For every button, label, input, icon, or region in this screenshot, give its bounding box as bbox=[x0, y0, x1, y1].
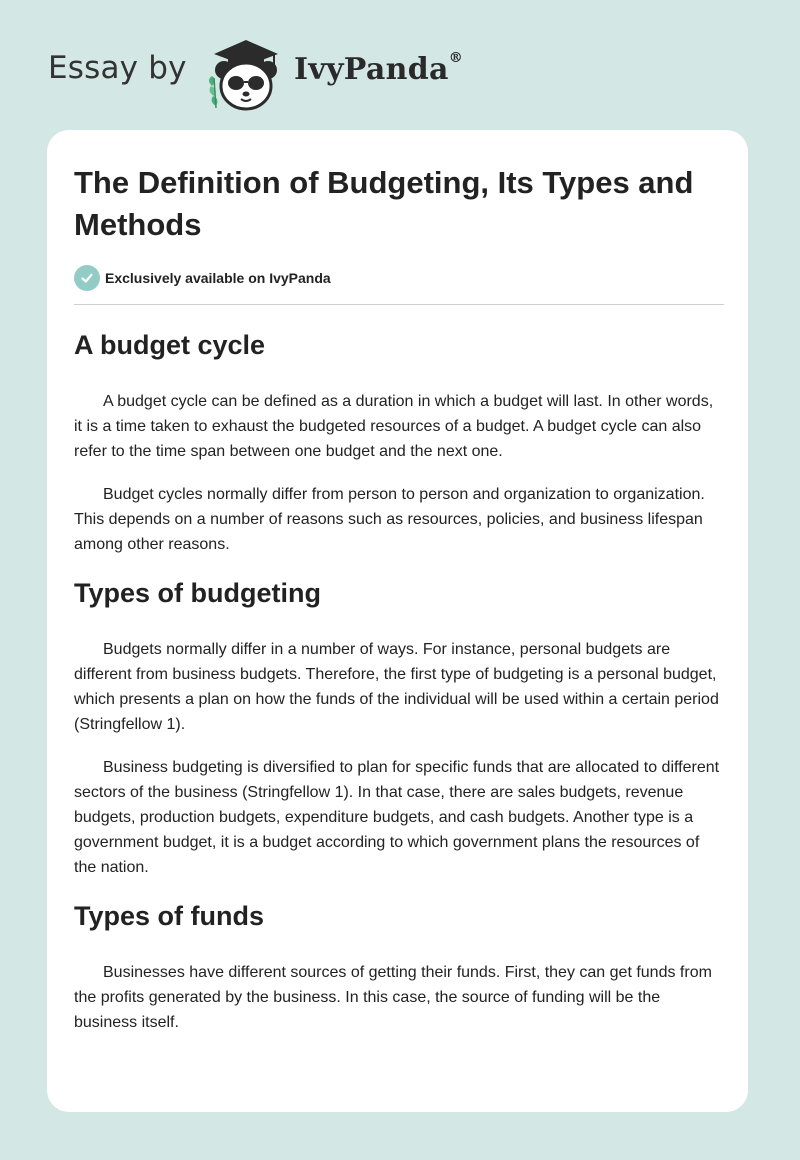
paragraph: Budgets normally differ in a number of ways. For instance, personal budgets are different from business budgets. Therefore, the first type of budgeting is a personal budget, which presents a plan on how the funds of the individual will be used within a certain period (Stringfellow 1). bbox=[74, 641, 719, 733]
paragraph: Budget cycles normally differ from person to person and organization to organization. This depends on a number of reasons such as resources, policies, and business lifespan among other reasons. bbox=[74, 486, 705, 553]
essay-card bbox=[47, 130, 748, 1112]
section-heading-budget-cycle: A budget cycle bbox=[74, 330, 266, 360]
exclusive-label: Exclusively available on IvyPanda bbox=[105, 270, 331, 286]
paragraph: Business budgeting is diversified to plan for specific funds that are allocated to different sectors of the business (Stringfellow 1). In that case, there are sales budgets, revenue budgets, production budgets, expenditure budgets, and cash budgets. Another type is a government budget, it is a budget according to which government plans the resources of the nation. bbox=[74, 759, 720, 876]
page-title: The Definition of Budgeting, Its Types and Methods bbox=[74, 165, 694, 242]
essay-by-label: Essay by bbox=[48, 50, 187, 86]
ivypanda-logo-icon[interactable] bbox=[202, 34, 288, 114]
registered-mark: ® bbox=[448, 50, 464, 66]
exclusive-badge bbox=[74, 264, 724, 292]
brand-name[interactable] bbox=[294, 52, 463, 87]
brand-text: IvyPanda bbox=[294, 52, 449, 87]
paragraph: A budget cycle can be defined as a duration in which a budget will last. In other words, it is a time taken to exhaust the budgeted resources of a budget. A budget cycle can also refer to the time span between one budget and the next one. bbox=[74, 393, 714, 460]
paragraph: Businesses have different sources of getting their funds. First, they can get funds from the profits generated by the business. In this case, the source of funding will be the business itself. bbox=[74, 964, 712, 1031]
section-heading-types-of-funds: Types of funds bbox=[74, 901, 265, 931]
check-icon bbox=[74, 265, 100, 291]
divider bbox=[74, 304, 724, 305]
site-header bbox=[48, 30, 568, 114]
essay-content bbox=[74, 162, 724, 1035]
section-heading-types-of-budgeting: Types of budgeting bbox=[74, 578, 321, 608]
